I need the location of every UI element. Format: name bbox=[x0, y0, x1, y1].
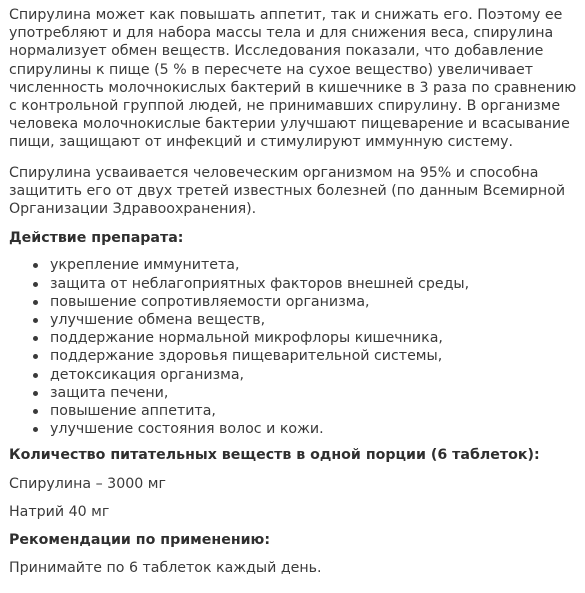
list-item: улучшение обмена веществ, bbox=[29, 311, 581, 329]
list-item: повышение сопротивляемости организма, bbox=[29, 293, 581, 311]
intro-paragraph: Спирулина может как повышать аппетит, так и снижать его. Поэтому ее употребляют и для набора массы тела и для снижения веса, спирулина нормализует обмен веществ. Исследования показали, что добавление спирулины к пище (5 % в пересчете на сухое вещество) увеличивает численность молочнокислых бактерий в кишечнике в 3 раза по сравнению с контрольной группой людей, не принимавших спирулину. В организме человека молочнокислые бактерии улучшают пищеварение и всасывание пищи, защищают от инфекций и стимулируют иммунную систему. bbox=[9, 7, 577, 151]
list-item: поддержание нормальной микрофлоры кишечника, bbox=[29, 329, 581, 347]
nutrient-sodium: Натрий 40 мг bbox=[9, 503, 110, 520]
action-heading: Действие препарата: bbox=[9, 230, 184, 247]
list-item: укрепление иммунитета, bbox=[29, 256, 581, 274]
list-item: защита печени, bbox=[29, 384, 581, 402]
list-item: защита от неблагоприятных факторов внешней среды, bbox=[29, 275, 581, 293]
action-list bbox=[9, 256, 581, 438]
nutrient-spirulina: Спирулина – 3000 мг bbox=[9, 475, 166, 492]
list-item: повышение аппетита, bbox=[29, 402, 581, 420]
product-description bbox=[9, 6, 581, 577]
nutrients-heading: Количество питательных веществ в одной порции (6 таблеток): bbox=[9, 447, 540, 464]
absorption-paragraph: Спирулина усваивается человеческим организмом на 95% и способна защитить его от двух третей известных болезней (по данным Всемирной Организации Здравоохранения). bbox=[9, 164, 566, 218]
list-item: поддержание здоровья пищеварительной системы, bbox=[29, 347, 581, 365]
usage-text: Принимайте по 6 таблеток каждый день. bbox=[9, 560, 322, 577]
usage-heading: Рекомендации по применению: bbox=[9, 531, 271, 548]
list-item: детоксикация организма, bbox=[29, 366, 581, 384]
list-item: улучшение состояния волос и кожи. bbox=[29, 420, 581, 438]
